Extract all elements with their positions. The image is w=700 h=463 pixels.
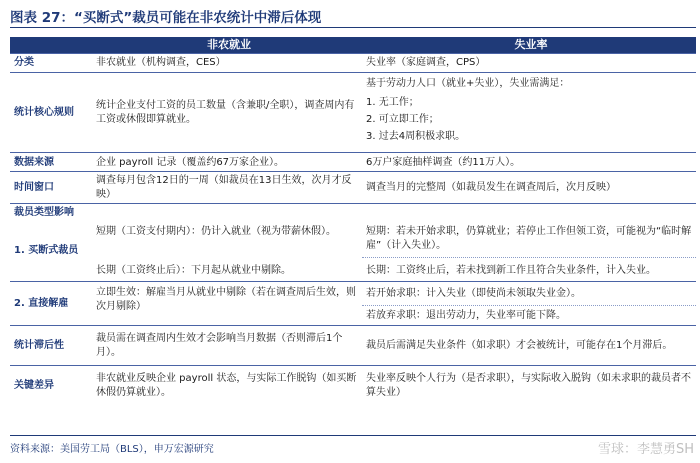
cell-category-unemployment: 失业率（家庭调查，CPS） [362,54,696,73]
cell-rule-nonfarm: 统计企业支付工资的员工数量（含兼职/全职），调查周内有工资或休假即算就业。 [92,73,362,153]
rule-line-intro: 基于劳动力人口（就业+失业），失业需满足： [366,78,570,89]
row-label-diff: 关键差异 [10,366,92,406]
header-blank [10,37,92,54]
table-row-buyout-short [10,222,696,258]
cell-buyout-long-unemployment: 长期：工资终止后，若未找到新工作且符合失业条件，计入失业。 [362,258,696,282]
row-label-buyout: 1. 买断式裁员 [14,245,79,257]
cell-category-nonfarm: 非农就业（机构调查，CES） [92,54,362,73]
table-header-row [10,37,696,54]
header-nonfarm: 非农就业 [92,37,362,54]
table-row-rule [10,73,696,153]
cell-lag-nonfarm: 裁员需在调查周内生效才会影响当月数据（否则滞后1个月）。 [92,326,362,366]
row-label-rule: 统计核心规则 [10,73,92,153]
rule-line-3: 3. 过去4周积极求职。 [366,131,466,142]
row-label-lag: 统计滞后性 [10,326,92,366]
table-row-category [10,54,696,73]
table-row-lag [10,326,696,366]
footer-divider [10,435,696,436]
table-row-source [10,153,696,172]
cell-rule-unemployment [362,73,696,153]
cell-direct-unemployment-a: 若开始求职：计入失业（即使尚未领取失业金）。 [362,282,696,306]
table-row-impact-heading [10,204,696,222]
cell-diff-nonfarm: 非农就业反映企业 payroll 状态，与实际工作脱钩（如买断休假仍算就业）。 [92,366,362,406]
row-label-window: 时间窗口 [10,172,92,204]
figure-title: 图表 27：“买断式”裁员可能在非农统计中滞后体现 [10,10,322,26]
source-note: 资料来源：美国劳工局（BLS），申万宏源研究 [10,444,214,455]
cell-buyout-long-nonfarm: 长期（工资终止后）：下月起从就业中剔除。 [96,265,291,276]
cell-source-unemployment: 6万户家庭抽样调查（约11万人）。 [362,153,696,172]
rule-line-2: 2. 可立即工作； [366,114,439,125]
row-label-category: 分类 [10,54,92,73]
row-label-impact: 裁员类型影响 [10,204,696,222]
row-label-source: 数据来源 [10,153,92,172]
cell-window-unemployment: 调查当月的完整周（如裁员发生在调查周后，次月反映） [362,172,696,204]
table-row-diff [10,366,696,406]
cell-lag-unemployment: 裁员后需满足失业条件（如求职）才会被统计，可能存在1个月滞后。 [362,326,696,366]
cell-direct-unemployment-b: 若放弃求职：退出劳动力，失业率可能下降。 [362,306,696,326]
row-label-direct: 2. 直接解雇 [10,282,92,326]
cell-buyout-short-nonfarm: 短期（工资支付期内）：仍计入就业（视为带薪休假）。 [96,225,336,237]
cell-source-nonfarm: 企业 payroll 记录（覆盖约67万家企业）。 [92,153,362,172]
cell-buyout-short-unemployment: 短期：若未开始求职，仍算就业；若停止工作但领工资，可能视为“临时解雇”（计入失业）。 [366,225,692,251]
comparison-table [10,37,696,406]
cell-diff-unemployment: 失业率反映个人行为（是否求职），与实际收入脱钩（如未求职的裁员者不算失业） [362,366,696,406]
table-row-window [10,172,696,204]
table-row-buyout-long [10,258,696,282]
watermark: 雪球：李慧勇SH [597,442,694,457]
title-divider [10,27,696,28]
cell-direct-nonfarm: 立即生效：解雇当月从就业中剔除（若在调查周后生效，则次月剔除） [92,282,362,326]
cell-window-nonfarm: 调查每月包含12日的一周（如裁员在13日生效，次月才反映） [92,172,362,204]
rule-line-1: 1. 无工作； [366,97,419,108]
table-row-direct-a [10,282,696,306]
header-unemployment: 失业率 [362,37,696,54]
